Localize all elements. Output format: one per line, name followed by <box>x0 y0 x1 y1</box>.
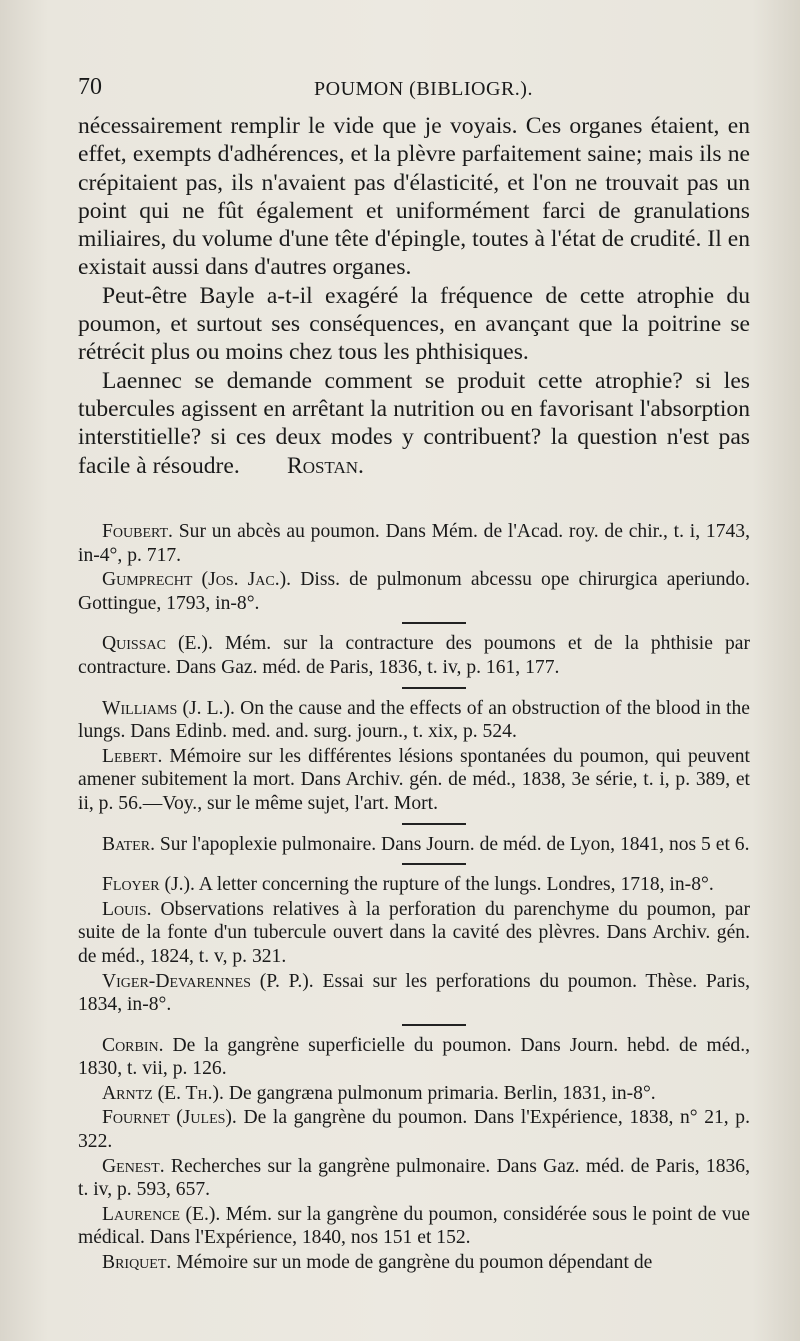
biblio-text: Mémoire sur les différentes lésions spontanées du poumon, qui peuvent amener subitement la mort. Dans Archiv. gén. de méd., 1838, 3e série, t. i, p. 389, et ii, p. 56.—Voy., sur le même sujet, l'art. Mort. <box>78 745 751 814</box>
biblio-author: Quissac (E.). <box>102 633 213 655</box>
biblio-entry <box>78 873 750 897</box>
biblio-group-6 <box>78 1034 750 1275</box>
biblio-author: Briquet. <box>102 1252 172 1274</box>
page-header <box>78 74 750 104</box>
biblio-entry <box>78 1203 750 1250</box>
biblio-group-2 <box>78 632 750 679</box>
section-separator <box>402 687 466 689</box>
biblio-entry <box>78 568 750 615</box>
biblio-author: Lebert. <box>102 745 163 767</box>
biblio-entry <box>78 520 750 567</box>
biblio-author: Arntz (E. Th.). <box>102 1082 224 1104</box>
biblio-author: Louis. <box>102 898 152 920</box>
biblio-group-4 <box>78 833 750 857</box>
biblio-text: Recherches sur la gangrène pulmonaire. Dans Gaz. méd. de Paris, 1836, t. iv, p. 593, 657. <box>78 1155 750 1201</box>
biblio-text: Mémoire sur un mode de gangrène du poumon dépendant de <box>176 1252 653 1274</box>
biblio-text: Observations relatives à la perforation du parenchyme du poumon, par suite de la fonte d'un tubercule ouvert dans la cavité des plèvres. Dans Archiv. gén. de méd., 1824, t. v, p. 321. <box>78 898 751 967</box>
biblio-text: Essai sur les perforations du poumon. Thèse. Paris, 1834, in-8°. <box>78 970 750 1016</box>
biblio-text: Mém. sur la gangrène du poumon, considérée sous le point de vue médical. Dans l'Expérience, 1840, nos 151 et 152. <box>78 1203 750 1249</box>
biblio-text: De gangræna pulmonum primaria. Berlin, 1831, in-8°. <box>228 1082 656 1104</box>
biblio-group-3 <box>78 697 750 816</box>
biblio-author: Foubert. <box>102 521 173 542</box>
biblio-author: Genest. <box>102 1155 165 1177</box>
biblio-text: De la gangrène du poumon. Dans l'Expérience, 1838, n° 21, p. 322. <box>78 1107 750 1153</box>
paragraph-3 <box>78 367 750 480</box>
biblio-author: Corbin. <box>102 1034 164 1056</box>
author-signature: Rostan. <box>286 452 364 479</box>
biblio-entry <box>78 1082 750 1106</box>
biblio-author: Gumprecht (Jos. Jac.). <box>102 569 292 591</box>
biblio-author: Bater. <box>102 833 155 855</box>
paragraph-1: nécessairement remplir le vide que je voyais. Ces organes étaient, en effet, exempts d'adhérences, et la plèvre parfaitement saine; mais ils ne crépitaient pas, ils n'avaient pas d'élasticité, et l'on ne trouvait pas un point qui ne fût également et uniformément farci de granulations miliaires, du volume d'une tête d'épingle, toutes à l'état de crudité. Il en existait aussi dans d'autres organes. <box>78 113 750 281</box>
main-text <box>78 112 750 480</box>
bibliography <box>78 520 750 1276</box>
biblio-entry <box>78 697 750 744</box>
biblio-entry <box>78 833 750 857</box>
biblio-text: Diss. de pulmonum abcessu ope chirurgica aperiundo. Gottingue, 1793, in-8°. <box>78 569 750 614</box>
biblio-text: A letter concerning the rupture of the lungs. Londres, 1718, in-8°. <box>198 874 714 896</box>
biblio-group-5 <box>78 873 750 1017</box>
biblio-entry <box>78 1106 750 1153</box>
section-separator <box>402 823 466 825</box>
biblio-entry <box>78 632 750 679</box>
section-separator <box>402 863 466 865</box>
running-title: POUMON (BIBLIOGR.). <box>314 78 533 100</box>
biblio-entry <box>78 1155 750 1202</box>
section-separator <box>402 1024 466 1026</box>
biblio-text: Sur l'apoplexie pulmonaire. Dans Journ. de méd. de Lyon, 1841, nos 5 et 6. <box>159 833 750 855</box>
page-number: 70 <box>78 74 102 100</box>
biblio-entry <box>78 1251 750 1275</box>
biblio-entry <box>78 745 750 816</box>
paragraph-2: Peut-être Bayle a-t-il exagéré la fréquence de cette atrophie du poumon, et surtout ses conséquences, en avançant que la poitrine se rétrécit plus ou moins chez tous les phthisiques. <box>78 282 750 366</box>
biblio-entry <box>78 1034 750 1081</box>
biblio-text: Sur un abcès au poumon. Dans Mém. de l'Acad. roy. de chir., t. i, 1743, in-4°, p. 717. <box>78 521 750 566</box>
biblio-entry <box>78 898 750 969</box>
biblio-author: Laurence (E.). <box>102 1203 221 1225</box>
biblio-entry <box>78 970 750 1017</box>
biblio-group-1 <box>78 520 750 615</box>
paragraph-3-text: Laennec se demande comment se produit cette atrophie? si les tubercules agissent en arrêtant la nutrition ou en favorisant l'absorption interstitielle? si ces deux modes y contribuent? la question n'est pas facile à résoudre. <box>78 367 750 479</box>
section-separator <box>402 622 466 624</box>
biblio-text: On the cause and the effects of an obstruction of the blood in the lungs. Dans Edinb. med. and. surg. journ., t. xix, p. 524. <box>78 697 750 743</box>
biblio-author: Williams (J. L.). <box>102 697 235 719</box>
biblio-author: Floyer (J.). <box>102 874 195 896</box>
biblio-text: Mém. sur la contracture des poumons et de la phthisie par contracture. Dans Gaz. méd. de Paris, 1836, t. iv, p. 161, 177. <box>78 633 750 678</box>
biblio-text: De la gangrène superficielle du poumon. Dans Journ. hebd. de méd., 1830, t. vii, p. 126. <box>78 1034 750 1080</box>
biblio-author: Fournet (Jules). <box>102 1107 237 1129</box>
biblio-author: Viger-Devarennes (P. P.). <box>102 970 314 992</box>
